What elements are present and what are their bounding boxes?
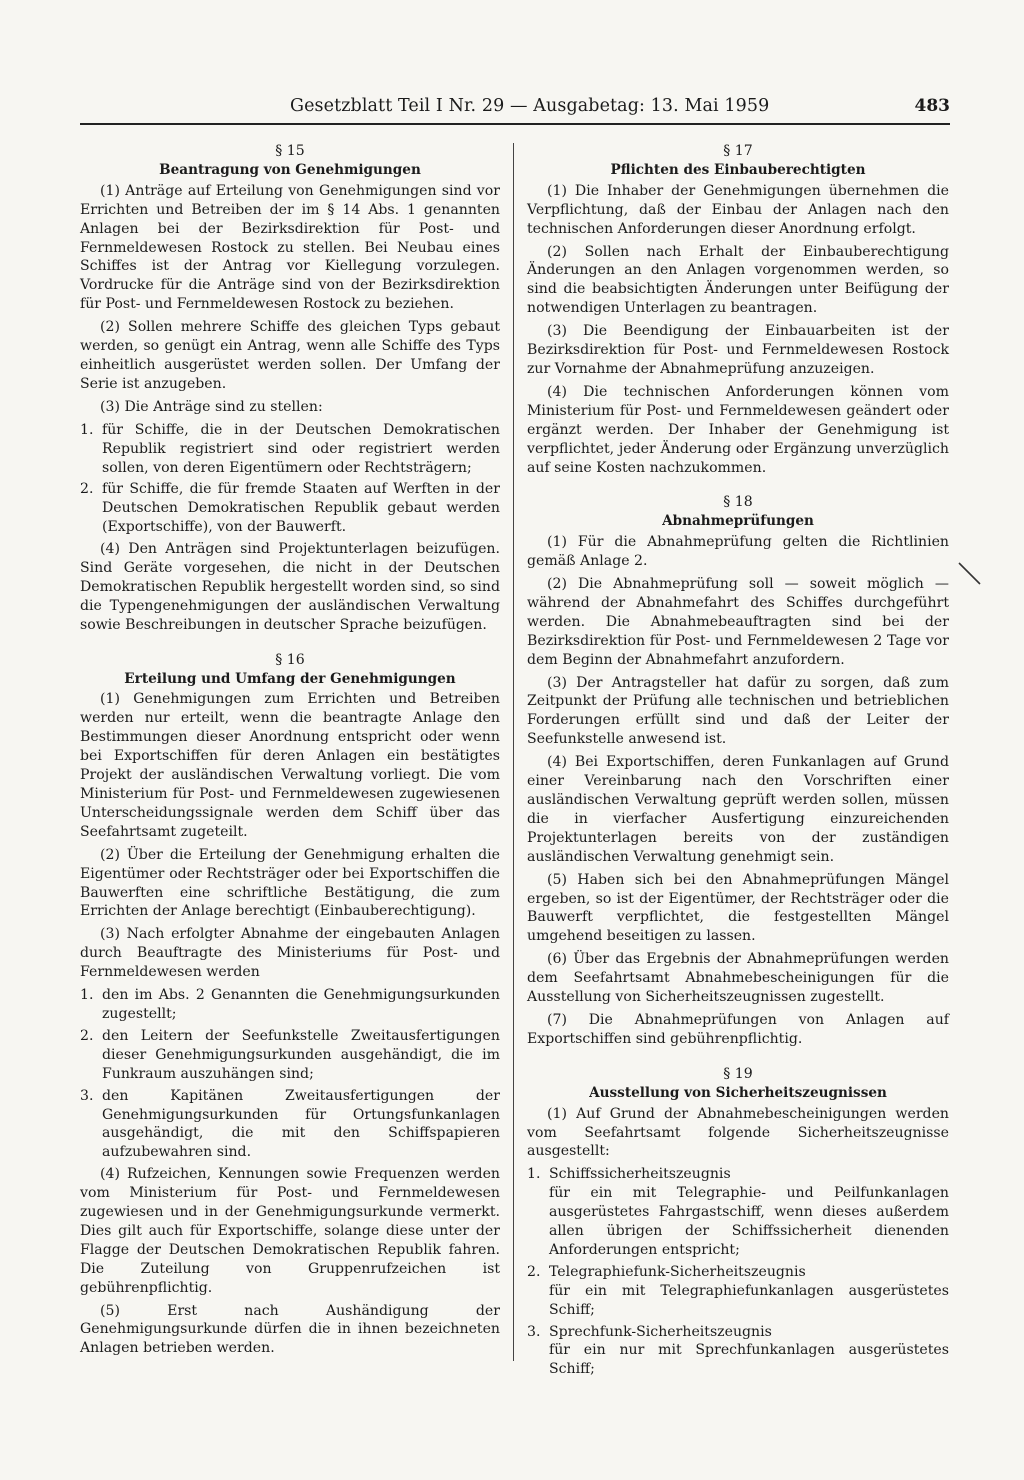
list-item (80, 1027, 500, 1084)
right-column (527, 142, 949, 1382)
list-text: für ein nur mit Sprechfunkanlagen ausgerüstetes Schiff; (549, 1342, 949, 1378)
list-number: 2. (80, 481, 94, 498)
list-number: 3. (80, 1087, 94, 1104)
gazette-title: Gesetzblatt Teil I Nr. 29 — Ausgabetag: 13. Mai 1959 (290, 96, 770, 116)
paragraph: (1) Auf Grund der Abnahmebescheinigungen werden vom Seefahrtsamt folgende Sicherheitszeugnisse ausgestellt: (527, 1105, 949, 1160)
list-text: für ein mit Telegraphiefunkanlagen ausgerüstetes Schiff; (549, 1282, 949, 1318)
section-title: Beantragung von Genehmigungen (159, 161, 421, 178)
list-item (527, 1323, 949, 1380)
column-divider (513, 143, 514, 1361)
list-text: für ein mit Telegraphie- und Peilfunkanlagen ausgerüstetes Fahrgastschiff, wenn dieses außerdem allen übrigen der Schiffssicherheit dienenden Anforderungen entspricht; (549, 1185, 949, 1258)
section-number: § 19 (723, 1065, 753, 1082)
paragraph: (1) Für die Abnahmeprüfung gelten die Richtlinien gemäß Anlage 2. (527, 534, 949, 570)
list-item (527, 1165, 949, 1260)
page-number: 483 (914, 96, 950, 116)
paragraph: (3) Der Antragsteller hat dafür zu sorgen, daß zum Zeitpunkt der Prüfung alle technischen und betrieblichen Forderungen erfüllt sind und daß der Leiter der Seefunkstelle anwesend ist. (527, 674, 949, 748)
paragraph: (4) Bei Exportschiffen, deren Funkanlagen auf Grund einer Vereinbarung nach den Vorschriften einer ausländischen Verwaltung geprüft werden sollen, müssen die in vierfacher Ausfertigung einzureichenden Projektunterlagen bereits von der zuständigen ausländischen Verwaltung genehmigt sein. (527, 754, 949, 865)
list-number: 1. (80, 421, 94, 438)
list-number: 3. (527, 1323, 541, 1340)
list-item (80, 480, 500, 537)
paragraph: (4) Die technischen Anforderungen können vom Ministerium für Post- und Fernmeldewesen geändert oder ergänzt werden. Der Inhaber der Genehmigung ist verpflichtet, jeder Änderung oder Ergänzung unverzüglich auf seine Kosten nachzukommen. (527, 383, 949, 476)
list-text: den Kapitänen Zweitausfertigungen der Genehmigungsurkunden für Ortungsfunkanlagen ausgehändigt, die mit den Schiffspapieren aufzubewahren sind. (102, 1087, 500, 1161)
paragraph: (1) Die Inhaber der Genehmigungen übernehmen die Verpflichtung, daß der Einbau der Anlagen nach den technischen Anforderungen dieser Anordnung erfolgt. (527, 182, 949, 237)
list-number: 1. (80, 987, 94, 1004)
paragraph: (2) Sollen mehrere Schiffe des gleichen Typs gebaut werden, so genügt ein Antrag, wenn alle Schiffe des Typs einheitlich ausgerüstet werden sollen. Der Umfang der Serie ist anzugeben. (80, 319, 500, 392)
paragraph: (2) Über die Erteilung der Genehmigung erhalten die Eigentümer oder Rechtsträger oder bei Exportschiffen die Bauwerften eine schriftliche Bestätigung, die zum Errichten der Anlage berechtigt (Einbauberechtigung). (80, 846, 500, 920)
list-item (80, 1087, 500, 1163)
paragraph: (4) Den Anträgen sind Projektunterlagen beizufügen. Sind Geräte vorgesehen, die nicht in der Deutschen Demokratischen Republik hergestellt worden sind, so sind die Typengenehmigungen der ausländischen Verwaltung sowie Beschreibungen in deutscher Sprache beizufügen. (80, 541, 500, 633)
list-item (527, 1263, 949, 1320)
paragraph: (3) Die Anträge sind zu stellen: (100, 398, 323, 415)
section-title: Abnahmeprüfungen (662, 513, 814, 530)
margin-mark-icon (956, 560, 986, 590)
paragraph: (1) Genehmigungen zum Errichten und Betreiben werden nur erteilt, wenn die beantragte Anlage den Bestimmungen dieser Anordnung entspricht oder wenn bei Exportschiffen für deren Anlagen ein bestätigtes Projekt der ausländischen Verwaltung vorliegt. Die vom Ministerium für Post- und Fernmeldewesen zugewiesenen Unterscheidungssignale werden dem Schiff über das Seefahrtsamt zugeteilt. (80, 691, 500, 840)
paragraph: (3) Nach erfolgter Abnahme der eingebauten Anlagen durch Beauftragte des Ministeriums für Post- und Fernmeldewesen werden (80, 926, 500, 981)
paragraph: (3) Die Beendigung der Einbauarbeiten ist der Bezirksdirektion für Post- und Fernmeldewesen Rostock zur Vornahme der Abnahmeprüfung anzuzeigen. (527, 323, 949, 377)
paragraph: (5) Haben sich bei den Abnahmeprüfungen Mängel ergeben, so ist der Eigentümer, der Rechtsträger oder die Bauwerft verpflichtet, die festgestellten Mängel umgehend beseitigen zu lassen. (527, 871, 949, 945)
paragraph: (7) Die Abnahmeprüfungen von Anlagen auf Exportschiffen sind gebührenpflichtig. (527, 1011, 949, 1047)
paragraph: (5) Erst nach Aushändigung der Genehmigungsurkunde dürfen die in ihnen bezeichneten Anlagen betrieben werden. (80, 1302, 500, 1357)
paragraph: (1) Anträge auf Erteilung von Genehmigungen sind vor Errichten und Betreiben der im § 14 Abs. 1 genannten Anlagen bei der Bezirksdirektion für Post- und Fernmeldewesen Rostock zu stellen. Bei Neubau eines Schiffes ist der Antrag vor Kiellegung vorzulegen. Vordrucke für die Anträge sind von der Bezirksdirektion für Post- und Fernmeldewesen Rostock zu beziehen. (80, 182, 500, 313)
certificate-name: Sprechfunk-Sicherheitszeugnis (549, 1323, 772, 1340)
list-number: 2. (527, 1263, 541, 1280)
section-title: Pflichten des Einbauberechtigten (610, 161, 866, 178)
list-text: den Leitern der Seefunkstelle Zweitausfertigungen dieser Genehmigungsurkunden ausgehändigt, die im Funkraum auszuhängen sind; (102, 1027, 500, 1082)
header-rule (80, 123, 950, 125)
certificate-name: Schiffssicherheitszeugnis (549, 1166, 731, 1183)
left-column (80, 142, 500, 1362)
list-number: 2. (80, 1027, 94, 1044)
paragraph: (2) Die Abnahmeprüfung soll — soweit möglich — während der Abnahmefahrt des Schiffes durchgeführt werden. Die Abnahmebeauftragten sind bei der Bezirksdirektion für Post- und Fernmeldewesen 2 Tage vor dem Beginn der Abnahmefahrt anzufordern. (527, 576, 949, 668)
section-title: Erteilung und Umfang der Genehmigungen (124, 670, 456, 687)
section-number: § 17 (723, 143, 753, 159)
paragraph: (6) Über das Ergebnis der Abnahmeprüfungen werden dem Seefahrtsamt Abnahmebescheinigungen für die Ausstellung von Sicherheitszeugnissen zugestellt. (527, 951, 949, 1006)
section-title: Ausstellung von Sicherheitszeugnissen (589, 1084, 887, 1101)
list-number: 1. (527, 1166, 541, 1183)
page-header (80, 96, 950, 136)
section-number: § 18 (723, 494, 753, 511)
list-text: für Schiffe, die in der Deutschen Demokratischen Republik registriert sind oder registriert werden sollen, von deren Eigentümern oder Rechtsträgern; (102, 421, 500, 476)
paragraph: (4) Rufzeichen, Kennungen sowie Frequenzen werden vom Ministerium für Post- und Fernmeldewesen zugewiesen und in der Genehmigungsurkunde vermerkt. Dies gilt auch für Exportschiffe, solange diese unter der Flagge der Deutschen Demokratischen Republik fahren. Die Zuteilung von Gruppenrufzeichen ist gebührenpflichtig. (80, 1166, 500, 1296)
list-item (80, 421, 500, 478)
list-text: den im Abs. 2 Genannten die Genehmigungsurkunden zugestellt; (102, 987, 500, 1022)
list-text: für Schiffe, die für fremde Staaten auf Werften in der Deutschen Demokratischen Republik gebaut werden (Exportschiffe), von der Bauwerft. (102, 481, 500, 536)
certificate-name: Telegraphiefunk-Sicherheitszeugnis (549, 1263, 806, 1280)
list-item (80, 986, 500, 1024)
paragraph: (2) Sollen nach Erhalt der Einbauberechtigung Änderungen an den Anlagen vorgenommen werden, so sind die beabsichtigten Änderungen unter Beifügung der notwendigen Unterlagen zu beantragen. (527, 243, 949, 317)
section-number: § 16 (275, 651, 305, 668)
section-number: § 15 (275, 143, 305, 159)
